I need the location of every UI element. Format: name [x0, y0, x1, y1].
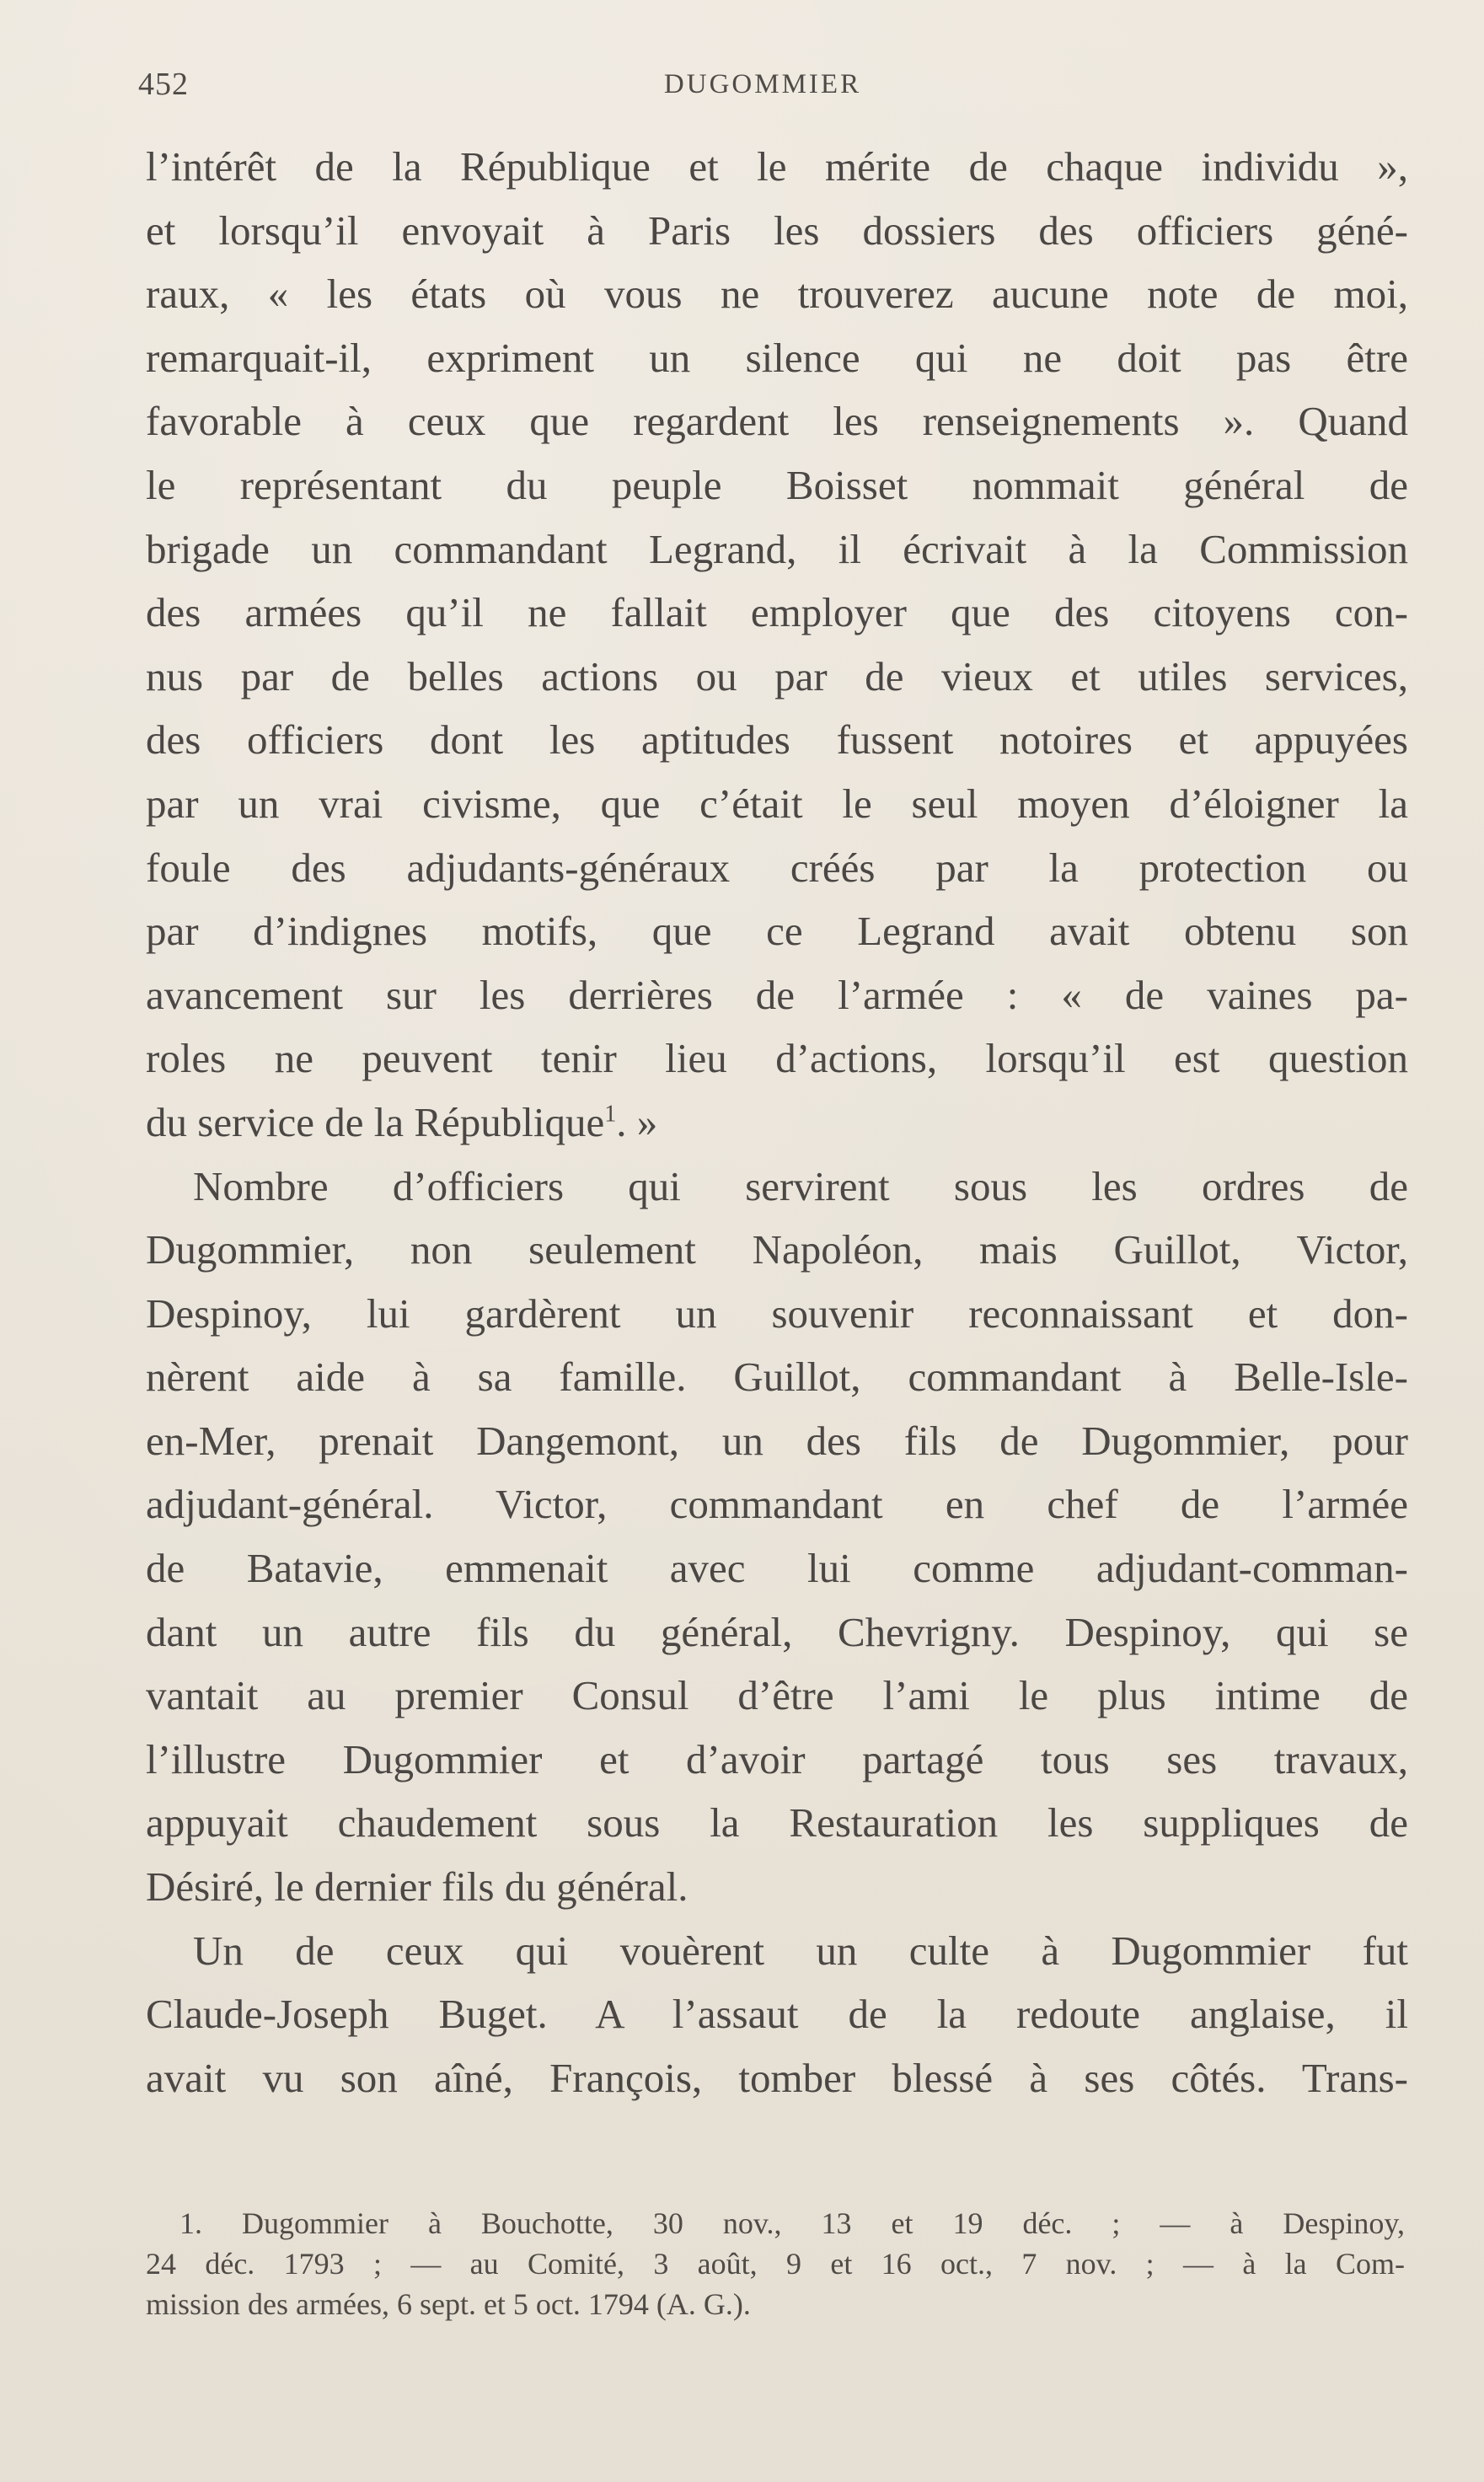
text-line: avait vu son aîné, François, tomber blessé à ses côtés. Trans-	[146, 2054, 1408, 2101]
text-line: raux, « les états où vous ne trouverez aucune note de moi,	[146, 271, 1408, 318]
text-line: favorable à ceux que regardent les renseignements ». Quand	[146, 398, 1408, 445]
text-line: Despinoy, lui gardèrent un souvenir reconnaissant et don-	[146, 1289, 1408, 1337]
text-line: avancement sur les derrières de l’armée : « de vaines pa-	[146, 971, 1408, 1018]
text-line: roles ne peuvent tenir lieu d’actions, lorsqu’il est question	[146, 1035, 1408, 1082]
page-number: 452	[138, 67, 189, 102]
text-line: foule des adjudants-généraux créés par la protection ou	[146, 844, 1408, 891]
quote-close: . »	[616, 1098, 658, 1145]
footnote	[146, 2203, 1405, 2324]
text-line: Claude-Joseph Buget. A l’assaut de la redoute anglaise, il	[146, 1991, 1408, 2038]
text-line: en-Mer, prenait Dangemont, un des fils de Dugommier, pour	[146, 1417, 1408, 1464]
footnote-marker: 1	[604, 1101, 617, 1128]
text-line: Dugommier, non seulement Napoléon, mais Guillot, Victor,	[146, 1226, 1408, 1273]
text-line: dant un autre fils du général, Chevrigny. Despinoy, qui se	[146, 1608, 1408, 1655]
text-line: nus par de belles actions ou par de vieux et utiles services,	[146, 652, 1408, 700]
footnote-line: mission des armées, 6 sept. et 5 oct. 1794 (A. G.).	[146, 2287, 751, 2321]
footnote-line: 24 déc. 1793 ; — au Comité, 3 août, 9 et 16 oct., 7 nov. ; — à la Com-	[146, 2247, 1405, 2281]
text-line: par un vrai civisme, que c’était le seul moyen d’éloigner la	[146, 780, 1408, 827]
text-line-paragraph-end	[146, 1091, 1408, 1155]
text-line: par d’indignes motifs, que ce Legrand avait obtenu son	[146, 908, 1408, 955]
text-line-paragraph-start: Nombre d’officiers qui servirent sous les ordres de	[193, 1162, 1408, 1209]
text-line: adjudant-général. Victor, commandant en chef de l’armée	[146, 1481, 1408, 1528]
text-line: et lorsqu’il envoyait à Paris les dossiers des officiers géné-	[146, 206, 1408, 254]
text-line-paragraph-end: Désiré, le dernier fils du général.	[146, 1863, 688, 1911]
text-line: l’intérêt de la République et le mérite de chaque individu »,	[146, 143, 1408, 190]
text-line: de Batavie, emmenait avec lui comme adjudant-comman-	[146, 1545, 1408, 1592]
text-line: le représentant du peuple Boisset nommait général de	[146, 461, 1408, 508]
text-line: des armées qu’il ne fallait employer que des citoyens con-	[146, 589, 1408, 636]
text-line: nèrent aide à sa famille. Guillot, commandant à Belle-Isle-	[146, 1354, 1408, 1401]
text-line: brigade un commandant Legrand, il écrivait à la Commission	[146, 525, 1408, 572]
footnote-line: 1. Dugommier à Bouchotte, 30 nov., 13 et 19 déc. ; — à Despinoy,	[179, 2206, 1405, 2240]
text-line: vantait au premier Consul d’être l’ami le plus intime de	[146, 1672, 1408, 1719]
text-line: remarquait-il, expriment un silence qui ne doit pas être	[146, 334, 1408, 381]
text-line-paragraph-start: Un de ceux qui vouèrent un culte à Dugommier fut	[193, 1927, 1408, 1974]
text-line: appuyait chaudement sous la Restauration les suppliques de	[146, 1799, 1408, 1847]
running-head: DUGOMMIER	[663, 69, 862, 99]
main-text	[146, 135, 1408, 2109]
text-line: des officiers dont les aptitudes fussent notoires et appuyées	[146, 716, 1408, 764]
page-header	[135, 66, 1390, 116]
text-line: l’illustre Dugommier et d’avoir partagé tous ses travaux,	[146, 1735, 1408, 1782]
text-line-content: du service de la République	[146, 1098, 605, 1145]
